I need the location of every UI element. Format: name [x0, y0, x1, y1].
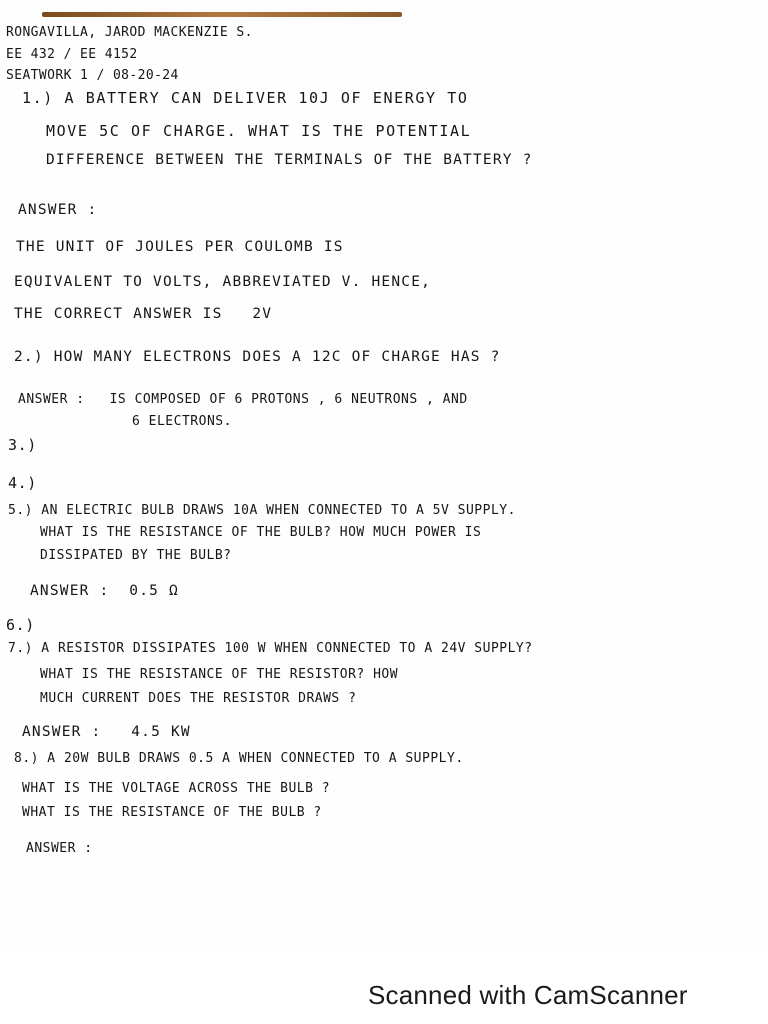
q1-line-1: 1.) A BATTERY CAN DELIVER 10J OF ENERGY TO [22, 89, 469, 107]
q5-line-2: WHAT IS THE RESISTANCE OF THE BULB? HOW MUCH POWER IS [40, 525, 482, 540]
q7-line-1: 7.) A RESISTOR DISSIPATES 100 W WHEN CONNECTED TO A 24V SUPPLY? [8, 641, 533, 656]
q2-line-1: 2.) HOW MANY ELECTRONS DOES A 12C OF CHARGE HAS ? [14, 349, 501, 365]
q7-answer: ANSWER : 4.5 KW [22, 724, 191, 740]
q2-answer-line-1: ANSWER : IS COMPOSED OF 6 PROTONS , 6 NEUTRONS , AND [18, 392, 468, 407]
q2-answer-line-2: 6 ELECTRONS. [132, 414, 232, 429]
seatwork-title: SEATWORK 1 / 08-20-24 [6, 68, 179, 83]
student-name: RONGAVILLA, JAROD MACKENZIE S. [6, 25, 253, 40]
paper-edge-shadow [42, 12, 402, 17]
q1-answer-line-3: THE CORRECT ANSWER IS 2V [14, 306, 273, 322]
course-code: EE 432 / EE 4152 [6, 47, 138, 62]
q1-line-3: DIFFERENCE BETWEEN THE TERMINALS OF THE BATTERY ? [46, 152, 533, 168]
q1-answer-line-2: EQUIVALENT TO VOLTS, ABBREVIATED V. HENCE, [14, 274, 432, 290]
q5-line-1: 5.) AN ELECTRIC BULB DRAWS 10A WHEN CONNECTED TO A 5V SUPPLY. [8, 503, 516, 518]
q4-label: 4.) [8, 474, 37, 492]
q8-line-2: WHAT IS THE VOLTAGE ACROSS THE BULB ? [22, 781, 331, 796]
q5-line-3: DISSIPATED BY THE BULB? [40, 548, 232, 563]
q7-line-3: MUCH CURRENT DOES THE RESISTOR DRAWS ? [40, 691, 357, 706]
q7-line-2: WHAT IS THE RESISTANCE OF THE RESISTOR? HOW [40, 667, 399, 682]
q8-line-1: 8.) A 20W BULB DRAWS 0.5 A WHEN CONNECTED TO A SUPPLY. [14, 751, 464, 766]
q5-answer: ANSWER : 0.5 Ω [30, 583, 179, 599]
q1-line-2: MOVE 5C OF CHARGE. WHAT IS THE POTENTIAL [46, 122, 472, 140]
camscanner-watermark: Scanned with CamScanner [368, 980, 688, 1010]
q8-line-3: WHAT IS THE RESISTANCE OF THE BULB ? [22, 805, 322, 820]
q1-answer-line-1: THE UNIT OF JOULES PER COULOMB IS [16, 239, 344, 255]
q8-answer-label: ANSWER : [26, 841, 93, 856]
q3-label: 3.) [8, 436, 37, 454]
q1-answer-label: ANSWER : [18, 202, 98, 218]
q6-label: 6.) [6, 616, 35, 634]
